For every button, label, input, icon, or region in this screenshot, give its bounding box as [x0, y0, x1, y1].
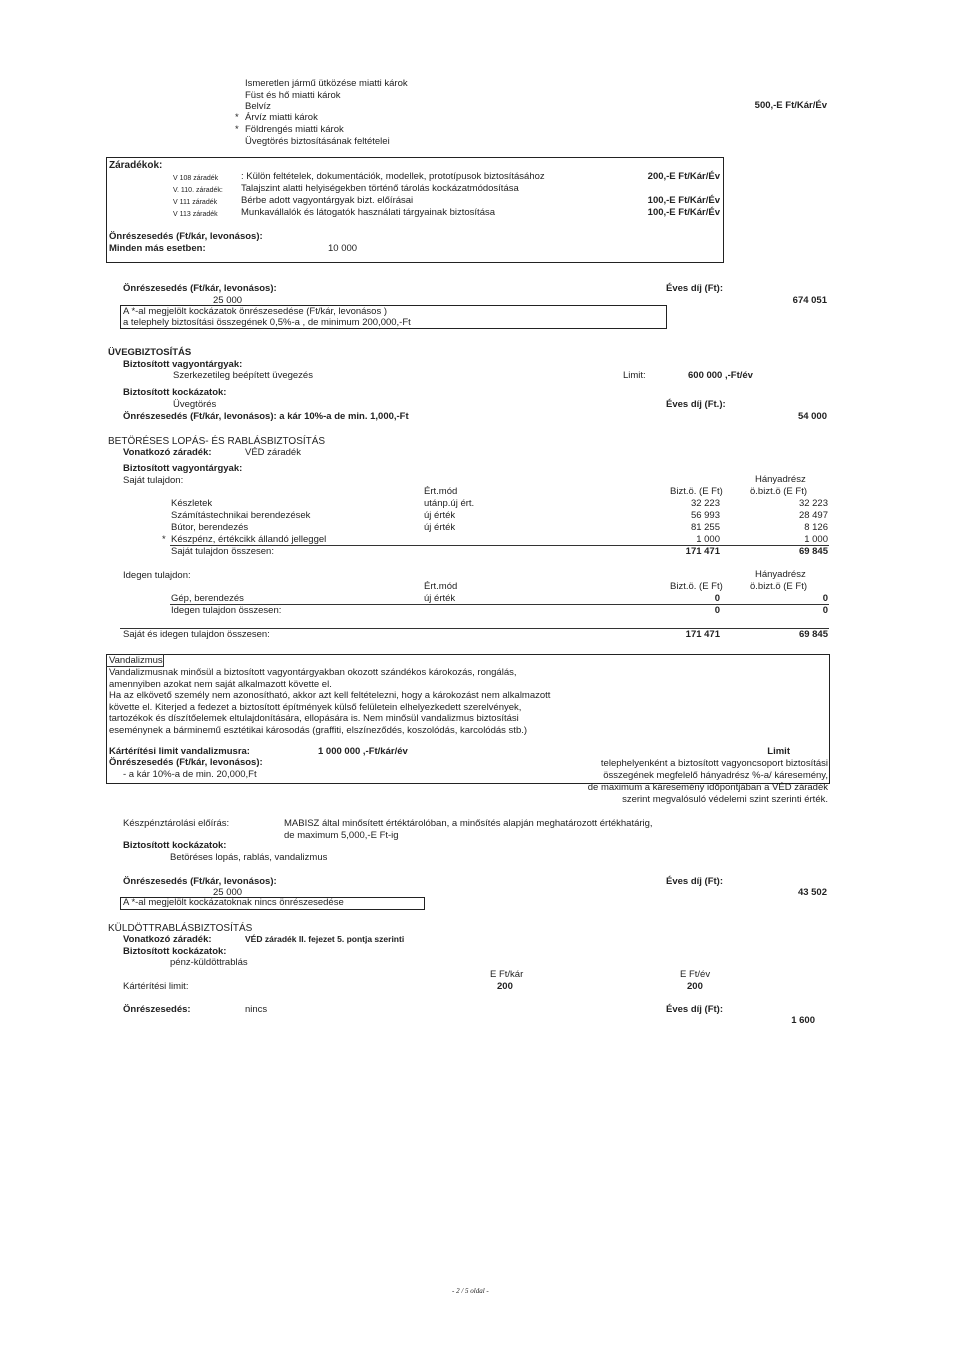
- vandalism-title-divider: [163, 654, 164, 666]
- own-item-sum: 81 255: [690, 522, 720, 533]
- peril-line: Füst és hő miatti károk: [245, 90, 341, 101]
- vandalism-text-line: Vandalizmusnak minősül a biztosított vagyontárgyakban okozott szándékos károkozás, rongálás,: [109, 667, 517, 678]
- own-item-ratio: 32 223: [798, 498, 828, 509]
- glass-premium-label: Éves díj (Ft.):: [666, 399, 726, 410]
- foreign-item-sum: 0: [714, 593, 720, 604]
- burglary-clause-label: Vonatkozó záradék:: [123, 447, 212, 458]
- clause-limit: 100,-E Ft/Kár/Év: [647, 207, 720, 218]
- main-deductible-value: 25 000: [213, 295, 243, 306]
- peril-line: Üvegtörés biztosításának feltételei: [245, 136, 390, 147]
- vandalism-text-line: eseménynek a bárminemű esztétikai károsodás (graffiti, elszíneződés, koszolódás, karcolódás stb.): [109, 725, 528, 736]
- clause-limit: 100,-E Ft/Kár/Év: [647, 195, 720, 206]
- main-premium-label: Éves díj (Ft):: [666, 283, 724, 294]
- glass-limit-value: 600 000 ,-Ft/év: [688, 370, 753, 381]
- main-premium-value: 674 051: [792, 295, 827, 306]
- other-cases-value: 10 000: [328, 243, 358, 254]
- peril-line: Ismeretlen jármű ütközése miatti károk: [245, 78, 408, 89]
- own-item-ratio: 8 126: [804, 522, 828, 533]
- courier-deductible-value: nincs: [245, 1004, 268, 1015]
- courier-deductible-label: Önrészesedés:: [123, 1004, 191, 1015]
- cash-note: A *-al megjelölt kockázatoknak nincs önrészesedése: [123, 897, 344, 908]
- foreign-item-method: új érték: [424, 593, 456, 604]
- own-property-label: Saját tulajdon:: [123, 475, 184, 486]
- own-item-name: Bútor, berendezés: [171, 522, 249, 533]
- glass-insured-label: Biztosított vagyontárgyak:: [123, 359, 243, 370]
- cash-risks-value: Betöréses lopás, rablás, vandalizmus: [170, 852, 328, 863]
- star-mark: *: [162, 534, 166, 545]
- vandalism-deductible-label: Önrészesedés (Ft/kár, levonásos):: [109, 757, 263, 768]
- courier-clause-value: VÉD záradék II. fejezet 5. pontja szerinti: [245, 934, 405, 944]
- main-deductible-note: a telephely biztosítási összegének 0,5%-a , de minimum 200,000,-Ft: [123, 317, 411, 328]
- peril-line: Belvíz: [245, 101, 271, 112]
- vandalism-text-line: követte el. Kiterjed a fedezet a biztosított építmények külső felületein elhelyezkedett szerelvények,: [109, 702, 522, 713]
- clause-code: V 113 záradék: [173, 211, 218, 218]
- other-cases-label: Minden más esetben:: [109, 243, 206, 254]
- page-number: - 2 / 5 oldal -: [452, 1287, 489, 1295]
- main-deductible-title: Önrészesedés (Ft/kár, levonásos):: [123, 283, 277, 294]
- cash-premium-value: 43 502: [797, 887, 827, 898]
- foreign-item-name: Gép, berendezés: [171, 593, 244, 604]
- burglary-clause-value: VÉD záradék: [245, 447, 301, 458]
- clause-code: V 111 záradék: [173, 199, 218, 206]
- vandalism-right-title: Limit: [767, 746, 790, 757]
- clause-code: V. 110. záradék:: [173, 187, 223, 194]
- clause-text: Talajszint alatti helyiségekben történő tárolás kockázatmódosítása: [241, 183, 519, 194]
- vandalism-deductible-value: - a kár 10%-a de min. 20,000,Ft: [123, 769, 257, 780]
- grand-total-label: Saját és idegen tulajdon összesen:: [123, 629, 270, 640]
- glass-insured-value: Szerkezetileg beépített üvegezés: [173, 370, 313, 381]
- own-item-method: utánp.új ért.: [424, 498, 475, 509]
- col-ratio-header: Hányadrész: [755, 569, 806, 580]
- vandalism-right-line: összegének megfelelő hányadrész %-a/ káresemény,: [603, 770, 828, 781]
- burglary-insured-label: Biztosított vagyontárgyak:: [123, 463, 243, 474]
- own-item-method: új érték: [424, 522, 456, 533]
- vandalism-text-line: Ha az elkövető személy nem azonosítható, akkor azt kell feltételezni, hogy a károkozást nem alkalmazott: [109, 690, 551, 701]
- grand-total-sum: 171 471: [685, 629, 720, 640]
- col-method-header: Ért.mód: [424, 486, 458, 497]
- courier-risks-label: Biztosított kockázatok:: [123, 946, 227, 957]
- own-item-sum: 1 000: [696, 534, 720, 545]
- own-total-label: Saját tulajdon összesen:: [171, 546, 274, 557]
- col-ratio-header: ö.bizt.ö (E Ft): [750, 486, 808, 497]
- vandalism-right-line: de maximum a káresemény időpontjában a VÉD záradék: [587, 782, 828, 793]
- glass-risks-label: Biztosított kockázatok:: [123, 387, 227, 398]
- star-mark: *: [235, 124, 239, 135]
- cash-premium-label: Éves díj (Ft):: [666, 876, 724, 887]
- vandalism-title: Vandalizmus: [109, 655, 163, 666]
- burglary-title: BETÖRÉSES LOPÁS- ÉS RABLÁSBIZTOSÍTÁS: [108, 436, 326, 447]
- col-sum-header: Bizt.ö. (E Ft): [670, 581, 723, 592]
- cash-deductible-value: 25 000: [213, 887, 243, 898]
- foreign-item-ratio: 0: [822, 593, 828, 604]
- own-item-method: új érték: [424, 510, 456, 521]
- clause-text: : Külön feltételek, dokumentációk, modellek, prototípusok biztosításához: [241, 171, 545, 182]
- glass-premium-value: 54 000: [797, 411, 827, 422]
- peril-line: Földrengés miatti károk: [245, 124, 344, 135]
- peril-line: Árvíz miatti károk: [245, 112, 318, 123]
- foreign-total-label: Idegen tulajdon összesen:: [171, 605, 282, 616]
- courier-premium-label: Éves díj (Ft):: [666, 1004, 724, 1015]
- own-item-name: Készpénz, értékcikk állandó jelleggel: [171, 534, 327, 545]
- courier-unit: E Ft/kár: [490, 969, 524, 980]
- perils-limit: 500,-E Ft/Kár/Év: [754, 100, 827, 111]
- grand-total-ratio: 69 845: [798, 629, 828, 640]
- courier-risks-value: pénz-küldöttrablás: [170, 957, 248, 968]
- courier-premium-value: 1 600: [791, 1015, 815, 1026]
- col-sum-header: Bizt.ö. (E Ft): [670, 486, 723, 497]
- cash-deductible-title: Önrészesedés (Ft/kár, levonásos):: [123, 876, 277, 887]
- clause-text: Munkavállalók és látogatók használati tárgyainak biztosítása: [241, 207, 496, 218]
- cash-rule-line: MABISZ által minősített értéktárolóban, a minősítés alapján meghatározott értékhatárig,: [284, 818, 653, 829]
- star-mark: *: [235, 112, 239, 123]
- own-item-name: Készletek: [171, 498, 213, 509]
- vandalism-right-line: telephelyenként a biztosított vagyoncsoport biztosítási: [600, 758, 828, 769]
- courier-limit-label: Kártérítési limit:: [123, 981, 189, 992]
- glass-deductible: Önrészesedés (Ft/kár, levonásos): a kár 10%-a de min. 1,000,-Ft: [123, 411, 409, 422]
- cash-risks-label: Biztosított kockázatok:: [123, 840, 227, 851]
- glass-limit-label: Limit:: [623, 370, 646, 381]
- own-item-sum: 32 223: [690, 498, 720, 509]
- foreign-total-ratio: 0: [822, 605, 828, 616]
- clause-limit: 200,-E Ft/Kár/Év: [647, 171, 720, 182]
- own-total-sum: 171 471: [685, 546, 720, 557]
- col-ratio-header: Hányadrész: [755, 474, 806, 485]
- col-method-header: Ért.mód: [424, 581, 458, 592]
- col-ratio-header: ö.bizt.ö (E Ft): [750, 581, 808, 592]
- glass-title: ÜVEGBIZTOSÍTÁS: [108, 347, 192, 358]
- courier-limit-value: 200: [687, 981, 703, 992]
- own-total-ratio: 69 845: [798, 546, 828, 557]
- own-item-sum: 56 993: [690, 510, 720, 521]
- vandalism-right-line: szerint megvalósuló védelemi szint szerinti érték.: [622, 794, 828, 805]
- foreign-property-label: Idegen tulajdon:: [123, 570, 191, 581]
- courier-limit-value: 200: [497, 981, 513, 992]
- courier-clause-label: Vonatkozó záradék:: [123, 934, 212, 945]
- cash-rule-label: Készpénztárolási előírás:: [123, 818, 230, 829]
- clauses-title: Záradékok:: [109, 160, 163, 171]
- main-deductible-note: A *-al megjelölt kockázatok önrészesedése (Ft/kár, levonásos ): [123, 306, 388, 317]
- vandalism-text-line: amennyiben azokat nem saját alkalmazott követte el.: [109, 679, 332, 690]
- vandalism-text-line: tartozékok és díszítőelemek eltulajdonítására, ellopására is. Nem minősül vandalizmus biztosítási: [109, 713, 519, 724]
- foreign-total-sum: 0: [714, 605, 720, 616]
- own-item-ratio: 1 000: [804, 534, 828, 545]
- clauses-deductible-title: Önrészesedés (Ft/kár, levonásos):: [109, 231, 263, 242]
- clause-text: Bérbe adott vagyontárgyak bizt. előírásai: [241, 195, 414, 206]
- courier-unit: E Ft/év: [680, 969, 711, 980]
- vandalism-limit-label: Kártérítési limit vandalizmusra:: [109, 746, 250, 757]
- vandalism-limit-value: 1 000 000 ,-Ft/kár/év: [318, 746, 408, 757]
- own-item-name: Számítástechnikai berendezések: [171, 510, 311, 521]
- glass-risks-value: Üvegtörés: [173, 399, 217, 410]
- courier-title: KÜLDÖTTRABLÁSBIZTOSÍTÁS: [108, 923, 253, 934]
- clause-code: V 108 záradék: [173, 175, 219, 182]
- own-item-ratio: 28 497: [798, 510, 828, 521]
- cash-rule-line: de maximum 5,000,-E Ft-ig: [284, 830, 399, 841]
